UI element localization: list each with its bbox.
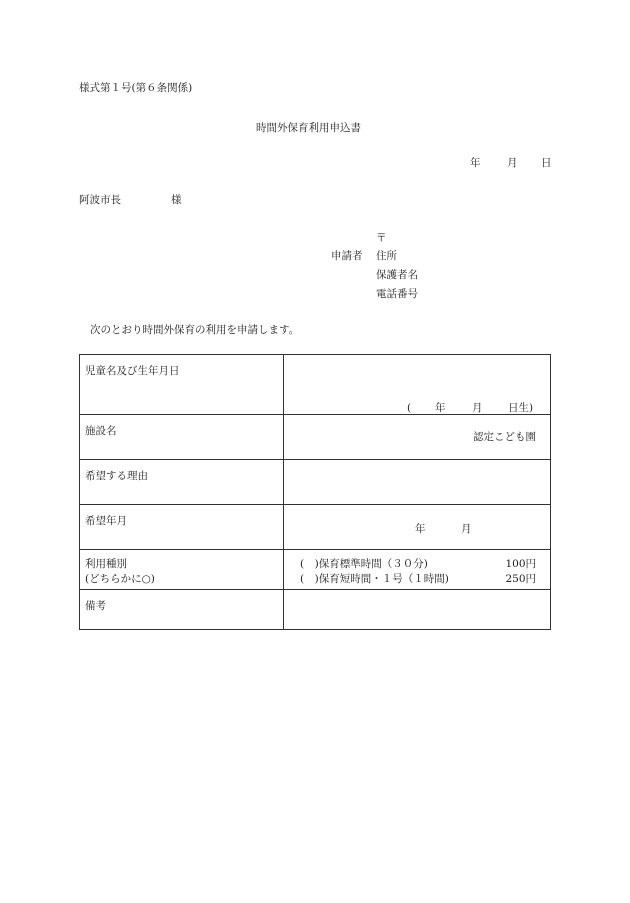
date-month: 月 — [507, 157, 518, 169]
child-name-value-cell[interactable] — [284, 355, 551, 415]
guardian-name-label: 保護者名 — [376, 269, 418, 281]
usage-type-hint: (どちらかに○) — [85, 573, 155, 585]
facility-value-cell[interactable] — [284, 415, 551, 460]
child-name-label: 児童名及び生年月日 — [85, 365, 180, 377]
remarks-label-cell — [80, 590, 284, 630]
applicant-role-label: 申請者 — [331, 250, 363, 262]
table-row-reason — [80, 460, 551, 505]
reason-label-cell — [80, 460, 284, 505]
remarks-value-cell[interactable] — [284, 590, 551, 630]
child-name-label-cell — [80, 355, 284, 415]
addressee-name: 阿波市長 — [79, 194, 121, 206]
desired-year: 年 — [415, 523, 426, 535]
usage-type-label: 利用種別 — [85, 558, 127, 570]
usage-type-label-cell — [80, 550, 284, 590]
usage-option-short[interactable]: ( )保育短時間・１号（１時間) — [300, 573, 449, 585]
phone-number-label: 電話番号 — [376, 288, 418, 300]
date-day: 日 — [541, 157, 552, 169]
form-title: 時間外保育利用申込書 — [256, 122, 361, 134]
usage-option-standard[interactable]: ( )保育標準時間（３０分) — [300, 558, 428, 570]
usage-type-value-cell — [284, 550, 551, 590]
form-number: 様式第１号(第６条関係) — [79, 82, 193, 94]
reason-label: 希望する理由 — [85, 470, 148, 482]
application-table — [79, 354, 551, 630]
birth-day-close: 日生) — [508, 402, 534, 414]
table-row-usage-type — [80, 550, 551, 590]
table-row-remarks — [80, 590, 551, 630]
intro-text: 次のとおり時間外保育の利用を申請します。 — [90, 324, 300, 336]
table-row-facility — [80, 415, 551, 460]
date-year: 年 — [470, 157, 481, 169]
facility-value: 認定こども園 — [473, 431, 536, 443]
facility-label: 施設名 — [85, 425, 117, 437]
birth-month: 月 — [472, 402, 483, 414]
reason-value-cell[interactable] — [284, 460, 551, 505]
postal-mark: 〒 — [376, 232, 387, 244]
birth-year: 年 — [435, 402, 446, 414]
remarks-label: 備考 — [85, 600, 106, 612]
usage-option-short-price: 250円 — [505, 573, 536, 585]
desired-month-value-cell[interactable] — [284, 505, 551, 550]
table-row-child — [80, 355, 551, 415]
facility-label-cell — [80, 415, 284, 460]
addressee-honorific: 様 — [171, 194, 182, 206]
address-label: 住所 — [376, 250, 397, 262]
desired-month: 月 — [461, 523, 472, 535]
desired-month-label-cell — [80, 505, 284, 550]
usage-option-standard-price: 100円 — [505, 558, 536, 570]
desired-month-label: 希望年月 — [85, 515, 127, 527]
table-row-desired-month — [80, 505, 551, 550]
birth-open-paren: ( — [407, 402, 412, 414]
